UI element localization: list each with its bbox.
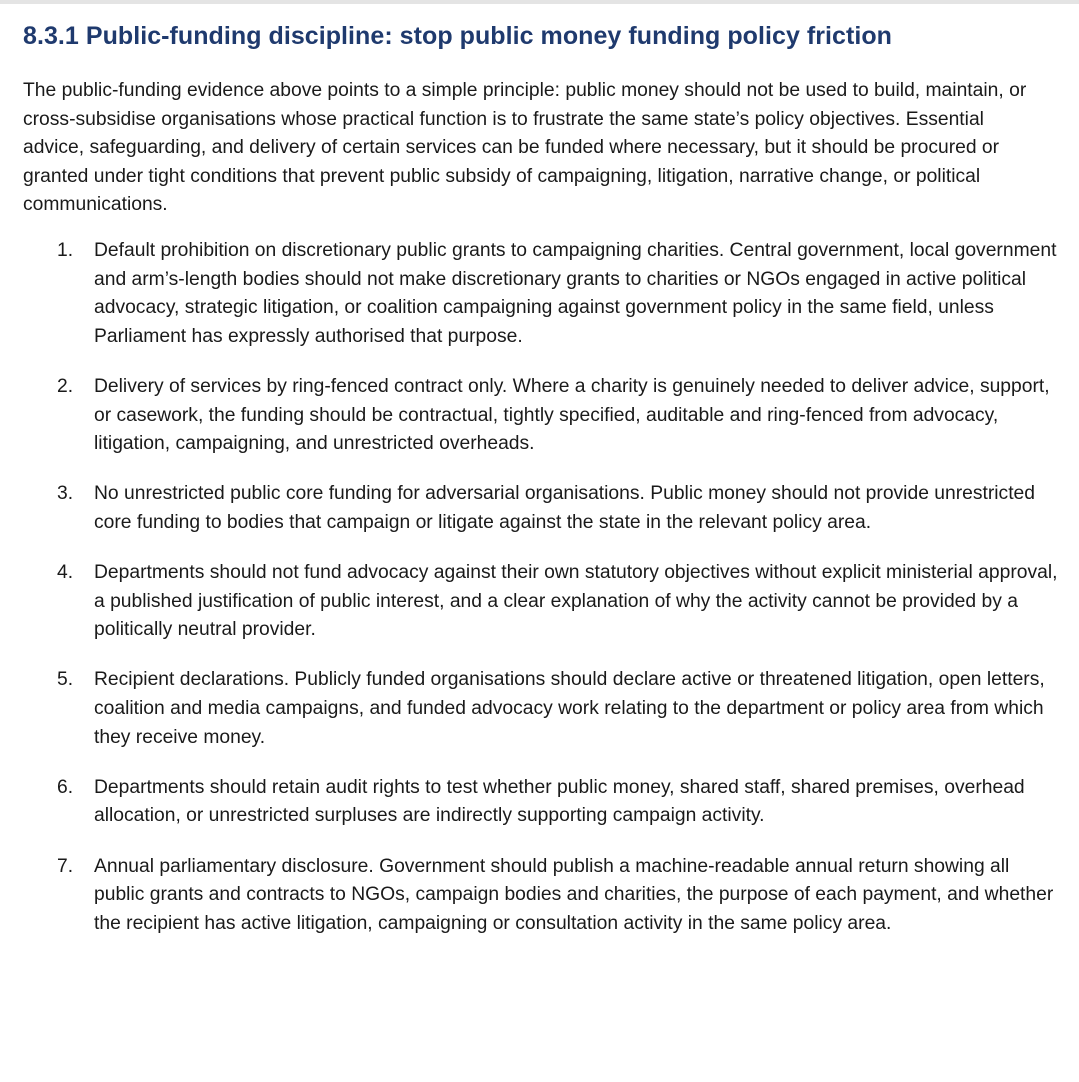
recommendations-list <box>23 237 1063 938</box>
top-divider <box>0 0 1079 4</box>
list-item-number: 1. <box>57 239 74 261</box>
list-item-text: Departments should not fund advocacy against their own statutory objectives without explicit ministerial approval, a published justification of public interest, and a clear explanation of why the activity cannot be provided by a politically neutral provider. <box>94 562 1058 641</box>
intro-paragraph: The public-funding evidence above points to a simple principle: public money should not be used to build, maintain, or cross-subsidise organisations whose practical function is to frustrate the same state’s policy objectives. Essential advice, safeguarding, and delivery of certain services can be funded where necessary, but it should be procured or granted under tight conditions that prevent public subsidy of campaigning, litigation, narrative change, or political communications. <box>23 80 1027 216</box>
section-heading: 8.3.1 Public-funding discipline: stop public money funding policy friction <box>23 22 893 50</box>
list-item-number: 7. <box>57 855 74 877</box>
list-item-number: 2. <box>57 375 74 397</box>
list-item-number: 3. <box>57 483 74 505</box>
list-item <box>23 559 1063 645</box>
list-item-text: Default prohibition on discretionary public grants to campaigning charities. Central government, local government and arm’s-length bodies should not make discretionary grants to charities or NGOs engaged in active political advocacy, strategic litigation, or coalition campaigning against government policy in the same field, unless Parliament has expressly authorised that purpose. <box>94 239 1057 347</box>
list-item-number: 6. <box>57 776 74 798</box>
document-section <box>23 18 1063 960</box>
list-item <box>23 237 1063 351</box>
list-item-text: Departments should retain audit rights to test whether public money, shared staff, shared premises, overhead allocation, or unrestricted surpluses are indirectly supporting campaign activity. <box>94 776 1025 827</box>
list-item-text: Recipient declarations. Publicly funded organisations should declare active or threatened litigation, open letters, coalition and media campaigns, and funded advocacy work relating to the department or policy area from which they receive money. <box>94 669 1045 748</box>
list-item-number: 5. <box>57 669 74 691</box>
list-item-text: Annual parliamentary disclosure. Government should publish a machine-readable annual return showing all public grants and contracts to NGOs, campaign bodies and charities, the purpose of each payment, and whether the recipient has active litigation, campaigning or consultation activity in the same policy area. <box>94 855 1054 934</box>
list-item <box>23 373 1063 459</box>
list-item-number: 4. <box>57 562 74 584</box>
list-item <box>23 666 1063 752</box>
list-item-text: No unrestricted public core funding for adversarial organisations. Public money should not provide unrestricted core funding to bodies that campaign or litigate against the state in the relevant policy area. <box>94 483 1036 533</box>
list-item <box>23 774 1063 831</box>
list-item <box>23 480 1063 537</box>
list-item <box>23 853 1063 939</box>
list-item-text: Delivery of services by ring-fenced contract only. Where a charity is genuinely needed to deliver advice, support, or casework, the funding should be contractual, tightly specified, auditable and ring-fenced from advocacy, litigation, campaigning, and unrestricted overheads. <box>94 375 1050 455</box>
